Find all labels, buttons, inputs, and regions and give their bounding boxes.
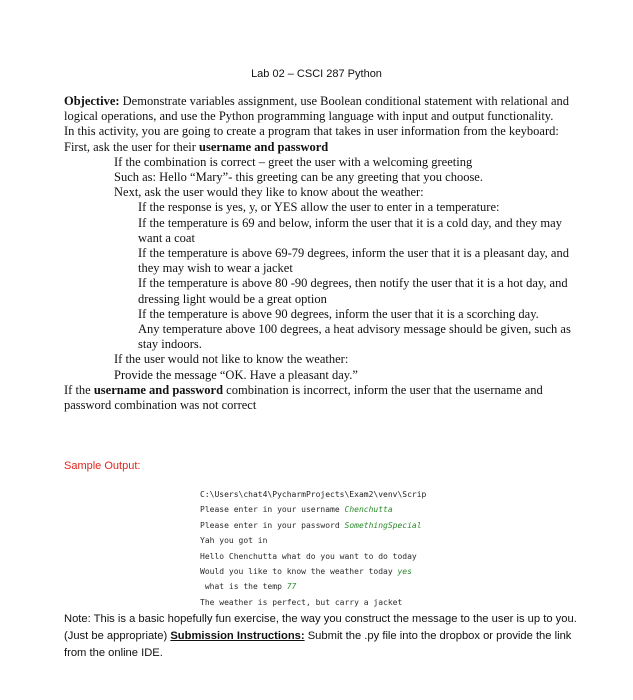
weather-line-2: If the temperature is 69 and below, inform the user that it is a cold day, and they may want a coat	[138, 215, 562, 245]
terminal-username-line	[200, 502, 500, 517]
username-value: Chenchutta	[344, 505, 393, 515]
correct-line-3: Next, ask the user would they like to know about the weather:	[114, 185, 424, 200]
weather-prompt: Would you like to know the weather today	[200, 567, 398, 577]
activity-paragraph: In this activity, you are going to create a program that takes in user information from the keyboard:	[64, 124, 559, 139]
correct-line-2: Such as: Hello “Mary”- this greeting can be any greeting that you choose.	[114, 170, 483, 185]
submission-instructions-text: Submit the .py file into the dropbox or provide the link from the online IDE.	[64, 630, 572, 659]
objective-text: Demonstrate variables assignment, use Boolean conditional statement with relational and logical operations, and use the Python programming language with input and output functionality.	[64, 94, 570, 124]
terminal-weather-line	[200, 564, 500, 579]
terminal-got-in: Yah you got in	[200, 536, 268, 546]
objective-paragraph	[64, 94, 578, 124]
assignment-body	[64, 94, 578, 413]
no-weather-line-1: If the user would not like to know the weather:	[114, 352, 349, 367]
first-ask-bold: username and password	[199, 139, 329, 154]
objective-label: Objective:	[64, 94, 120, 108]
terminal-path: C:\Users\chat4\PycharmProjects\Exam2\venv\Scrip	[200, 490, 427, 499]
first-ask-prefix: First, ask the user for their	[64, 139, 200, 154]
password-value: SomethingSpecial	[344, 520, 422, 530]
submission-instructions-label: Submission Instructions:	[170, 630, 305, 642]
weather-line-6: Any temperature above 100 degrees, a heat advisory message should be given, such as stay indoors.	[138, 322, 571, 352]
password-prompt: Please enter in your password	[200, 520, 345, 530]
incorrect-bold: username and password	[93, 382, 224, 397]
incorrect-suffix: combination is incorrect, inform the user that the username and password combination was not correct	[64, 382, 543, 413]
username-prompt: Please enter in your username	[200, 505, 345, 515]
temp-prompt: what is the temp	[200, 582, 287, 592]
correct-line-1: If the combination is correct – greet the user with a welcoming greeting	[114, 154, 473, 169]
temp-value: 77	[286, 582, 297, 592]
weather-line-5: If the temperature is above 90 degrees, inform the user that it is a scorching day.	[138, 306, 539, 321]
incorrect-paragraph	[64, 383, 578, 413]
terminal-temp-line	[200, 579, 500, 594]
first-ask-line	[64, 140, 578, 155]
terminal-hello: Hello Chenchutta what do you want to do today	[200, 551, 417, 561]
terminal-result: The weather is perfect, but carry a jacket	[200, 597, 403, 607]
sample-output-terminal	[200, 487, 500, 610]
weather-line-1: If the response is yes, y, or YES allow the user to enter in a temperature:	[138, 200, 500, 215]
note-text: Note: This is a basic hopefully fun exercise, the way you construct the message to the user is up to you. (Just be appropriate)	[64, 613, 577, 642]
note-paragraph	[64, 611, 584, 662]
incorrect-prefix: If the	[64, 382, 94, 397]
weather-line-4: If the temperature is above 80 -90 degrees, then notify the user that it is a hot day, and dressing light would be a great option	[138, 276, 568, 306]
sample-output-label: Sample Output:	[64, 460, 141, 472]
page-title: Lab 02 – CSCI 287 Python	[251, 68, 382, 80]
no-weather-line-2: Provide the message “OK. Have a pleasant day.”	[114, 367, 358, 382]
weather-line-3: If the temperature is above 69-79 degrees, inform the user that it is a pleasant day, and they may wish to wear a jacket	[138, 246, 569, 276]
terminal-password-line	[200, 518, 500, 533]
weather-value: yes	[397, 567, 412, 577]
